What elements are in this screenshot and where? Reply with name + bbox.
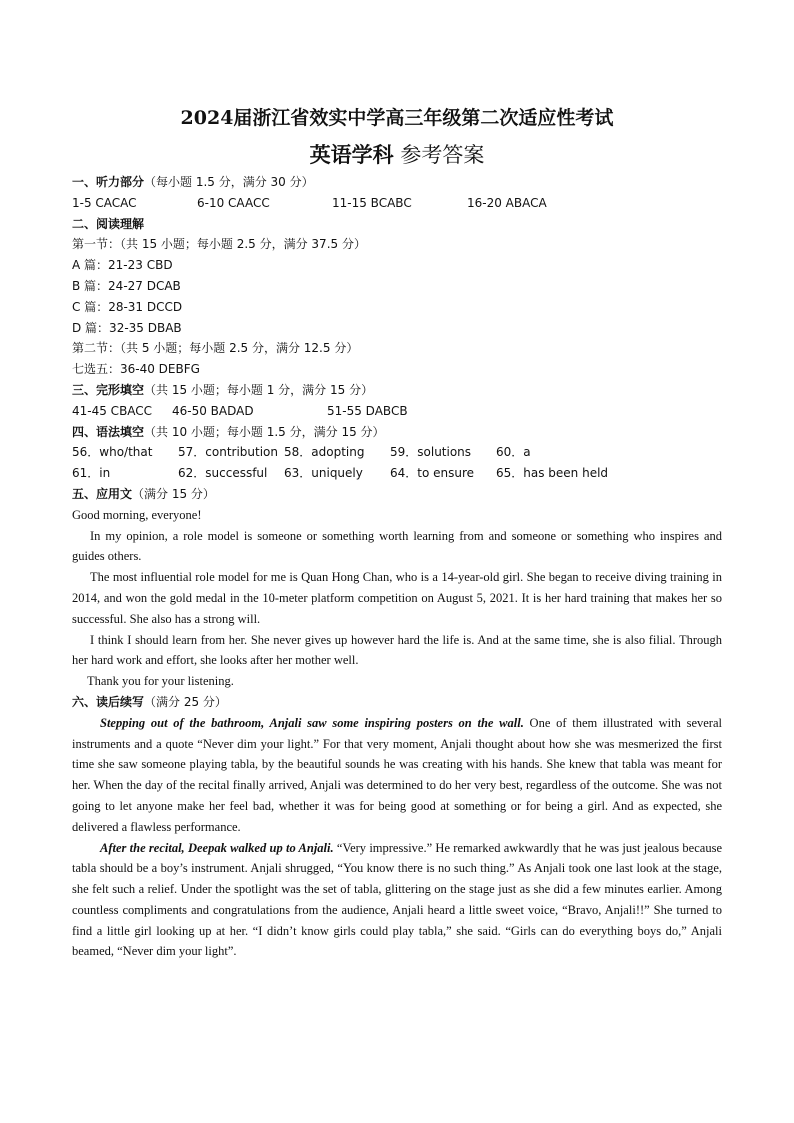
answer-group: 11-15 BCABC xyxy=(332,195,412,210)
grammar-answer: 62．successful xyxy=(178,466,268,481)
answer-group: 51-55 DABCB xyxy=(327,403,408,418)
answer-group: 41-45 CBACC xyxy=(72,403,153,418)
writing-paragraph: The most influential role model for me is Quan Hong Chan, who is a 14-year-old girl. She began to receive diving training in 2014, and won the gold medal in the 10-meter platform competition on August 5, 2021. It is her hard training that makes her so successful. She also has a strong will. xyxy=(72,570,722,626)
grammar-answers-row-2 xyxy=(72,463,722,484)
continuation-paragraph-2 xyxy=(72,838,722,963)
reading-part1-note: 第一节：（共 15 小题；每小题 2.5 分，满分 37.5 分） xyxy=(72,237,366,252)
page-subtitle xyxy=(72,140,722,170)
section-note: （满分 15 分） xyxy=(132,486,215,501)
paragraph-lead-sentence: After the recital, Deepak walked up to Anjali. xyxy=(100,840,334,855)
reading-passage-b: B 篇：24-27 DCAB xyxy=(72,278,181,293)
section-heading-text: 一、听力部分 xyxy=(72,175,145,189)
grammar-answer: 57．contribution xyxy=(178,445,278,460)
paragraph-body: “Very impressive.” He remarked awkwardly that he was just jealous because tabla should be a boy’s instrument. Anjali shrugged, “You know there is no such thing.” As Anjali took one last look at the stage, she felt such a relief. Under the spotlight was the set of tabla, glittering on the stage just as she did a few minutes earlier. Among countless compliments and congratulations from the audience, Anjali heard a little sweet voice, “Bravo, Anjali!!” She turned to find a little girl looking up at her. “I didn’t know girls could play tabla,” she said. “Girls can do everything boys do,” Anjali beamed, “Never dim your light”. xyxy=(72,840,722,959)
writing-greeting: Good morning, everyone! xyxy=(72,507,202,522)
answer-document xyxy=(72,104,722,962)
grammar-answer: 56．who/that xyxy=(72,445,153,460)
reading-seven-choose-five: 七选五：36-40 DEBFG xyxy=(72,362,200,377)
reading-part2-note: 第二节：（共 5 小题；每小题 2.5 分，满分 12.5 分） xyxy=(72,341,359,356)
answer-group: 16-20 ABACA xyxy=(467,195,547,210)
section-grammar-heading xyxy=(72,422,722,443)
subject-name: 英语学科 xyxy=(309,142,394,167)
section-cloze-heading xyxy=(72,380,722,401)
grammar-answers-row-1 xyxy=(72,442,722,463)
subject-suffix: 参考答案 xyxy=(400,143,485,167)
continuation-paragraph-1 xyxy=(72,713,722,838)
section-note: （满分 25 分） xyxy=(144,694,227,709)
section-reading-heading: 二、阅读理解 xyxy=(72,216,145,231)
section-note: （共 15 小题；每小题 1 分，满分 15 分） xyxy=(144,382,374,397)
reading-passage-d: D 篇：32-35 DBAB xyxy=(72,320,182,335)
section-heading-text: 六、读后续写 xyxy=(72,694,145,709)
writing-closing: Thank you for your listening. xyxy=(87,674,234,689)
section-listening-heading xyxy=(72,172,722,193)
grammar-answer: 58．adopting xyxy=(284,445,365,460)
writing-paragraph: In my opinion, a role model is someone or something worth learning from and someone or something who inspires and guides others. xyxy=(72,528,722,564)
grammar-answer: 64．to ensure xyxy=(390,466,475,481)
listening-answers xyxy=(72,193,722,214)
answer-group: 46-50 BADAD xyxy=(172,403,254,418)
section-heading-text: 三、完形填空 xyxy=(72,382,145,397)
section-writing-heading xyxy=(72,484,722,505)
grammar-answer: 65．has been held xyxy=(496,466,609,481)
writing-paragraph: I think I should learn from her. She never gives up however hard the life is. And at the same time, she is also filial. Through her hard work and effort, she looks after her mother well. xyxy=(72,632,722,668)
grammar-answer: 60．a xyxy=(496,445,531,460)
grammar-answer: 63．uniquely xyxy=(284,466,363,481)
grammar-answer: 61．in xyxy=(72,466,111,481)
section-note: （每小题 1.5 分，满分 30 分） xyxy=(144,175,314,189)
paragraph-lead-sentence: Stepping out of the bathroom, Anjali saw some inspiring posters on the wall. xyxy=(100,715,524,730)
section-heading-text: 四、语法填空 xyxy=(72,424,145,439)
section-note: （共 10 小题；每小题 1.5 分，满分 15 分） xyxy=(144,424,385,439)
cloze-answers xyxy=(72,401,722,422)
reading-passage-c: C 篇：28-31 DCCD xyxy=(72,299,183,314)
section-continuation-heading xyxy=(72,692,722,713)
answer-group: 1-5 CACAC xyxy=(72,195,137,210)
section-heading-text: 五、应用文 xyxy=(72,486,133,501)
reading-passage-a: A 篇：21-23 CBD xyxy=(72,258,173,273)
paragraph-body: One of them illustrated with several instruments and a quote “Never dim your light.” For that very moment, Anjali thought about how she was mesmerized the first time she saw someone playing tabla, by the beautiful sounds he was creating with his hands. She knew that tabla was meant for her. When the day of the recital finally arrived, Anjali was determined to do her very best, regardless of the outcome. She was not going to let anyone make her feel bad, whether it was for being good at something or for being a girl. And as expected, she delivered a flawless performance. xyxy=(72,715,722,834)
answer-group: 6-10 CAACC xyxy=(197,195,270,210)
grammar-answer: 59．solutions xyxy=(390,445,472,460)
page-title: 2024届浙江省效实中学高三年级第二次适应性考试 xyxy=(180,107,614,129)
